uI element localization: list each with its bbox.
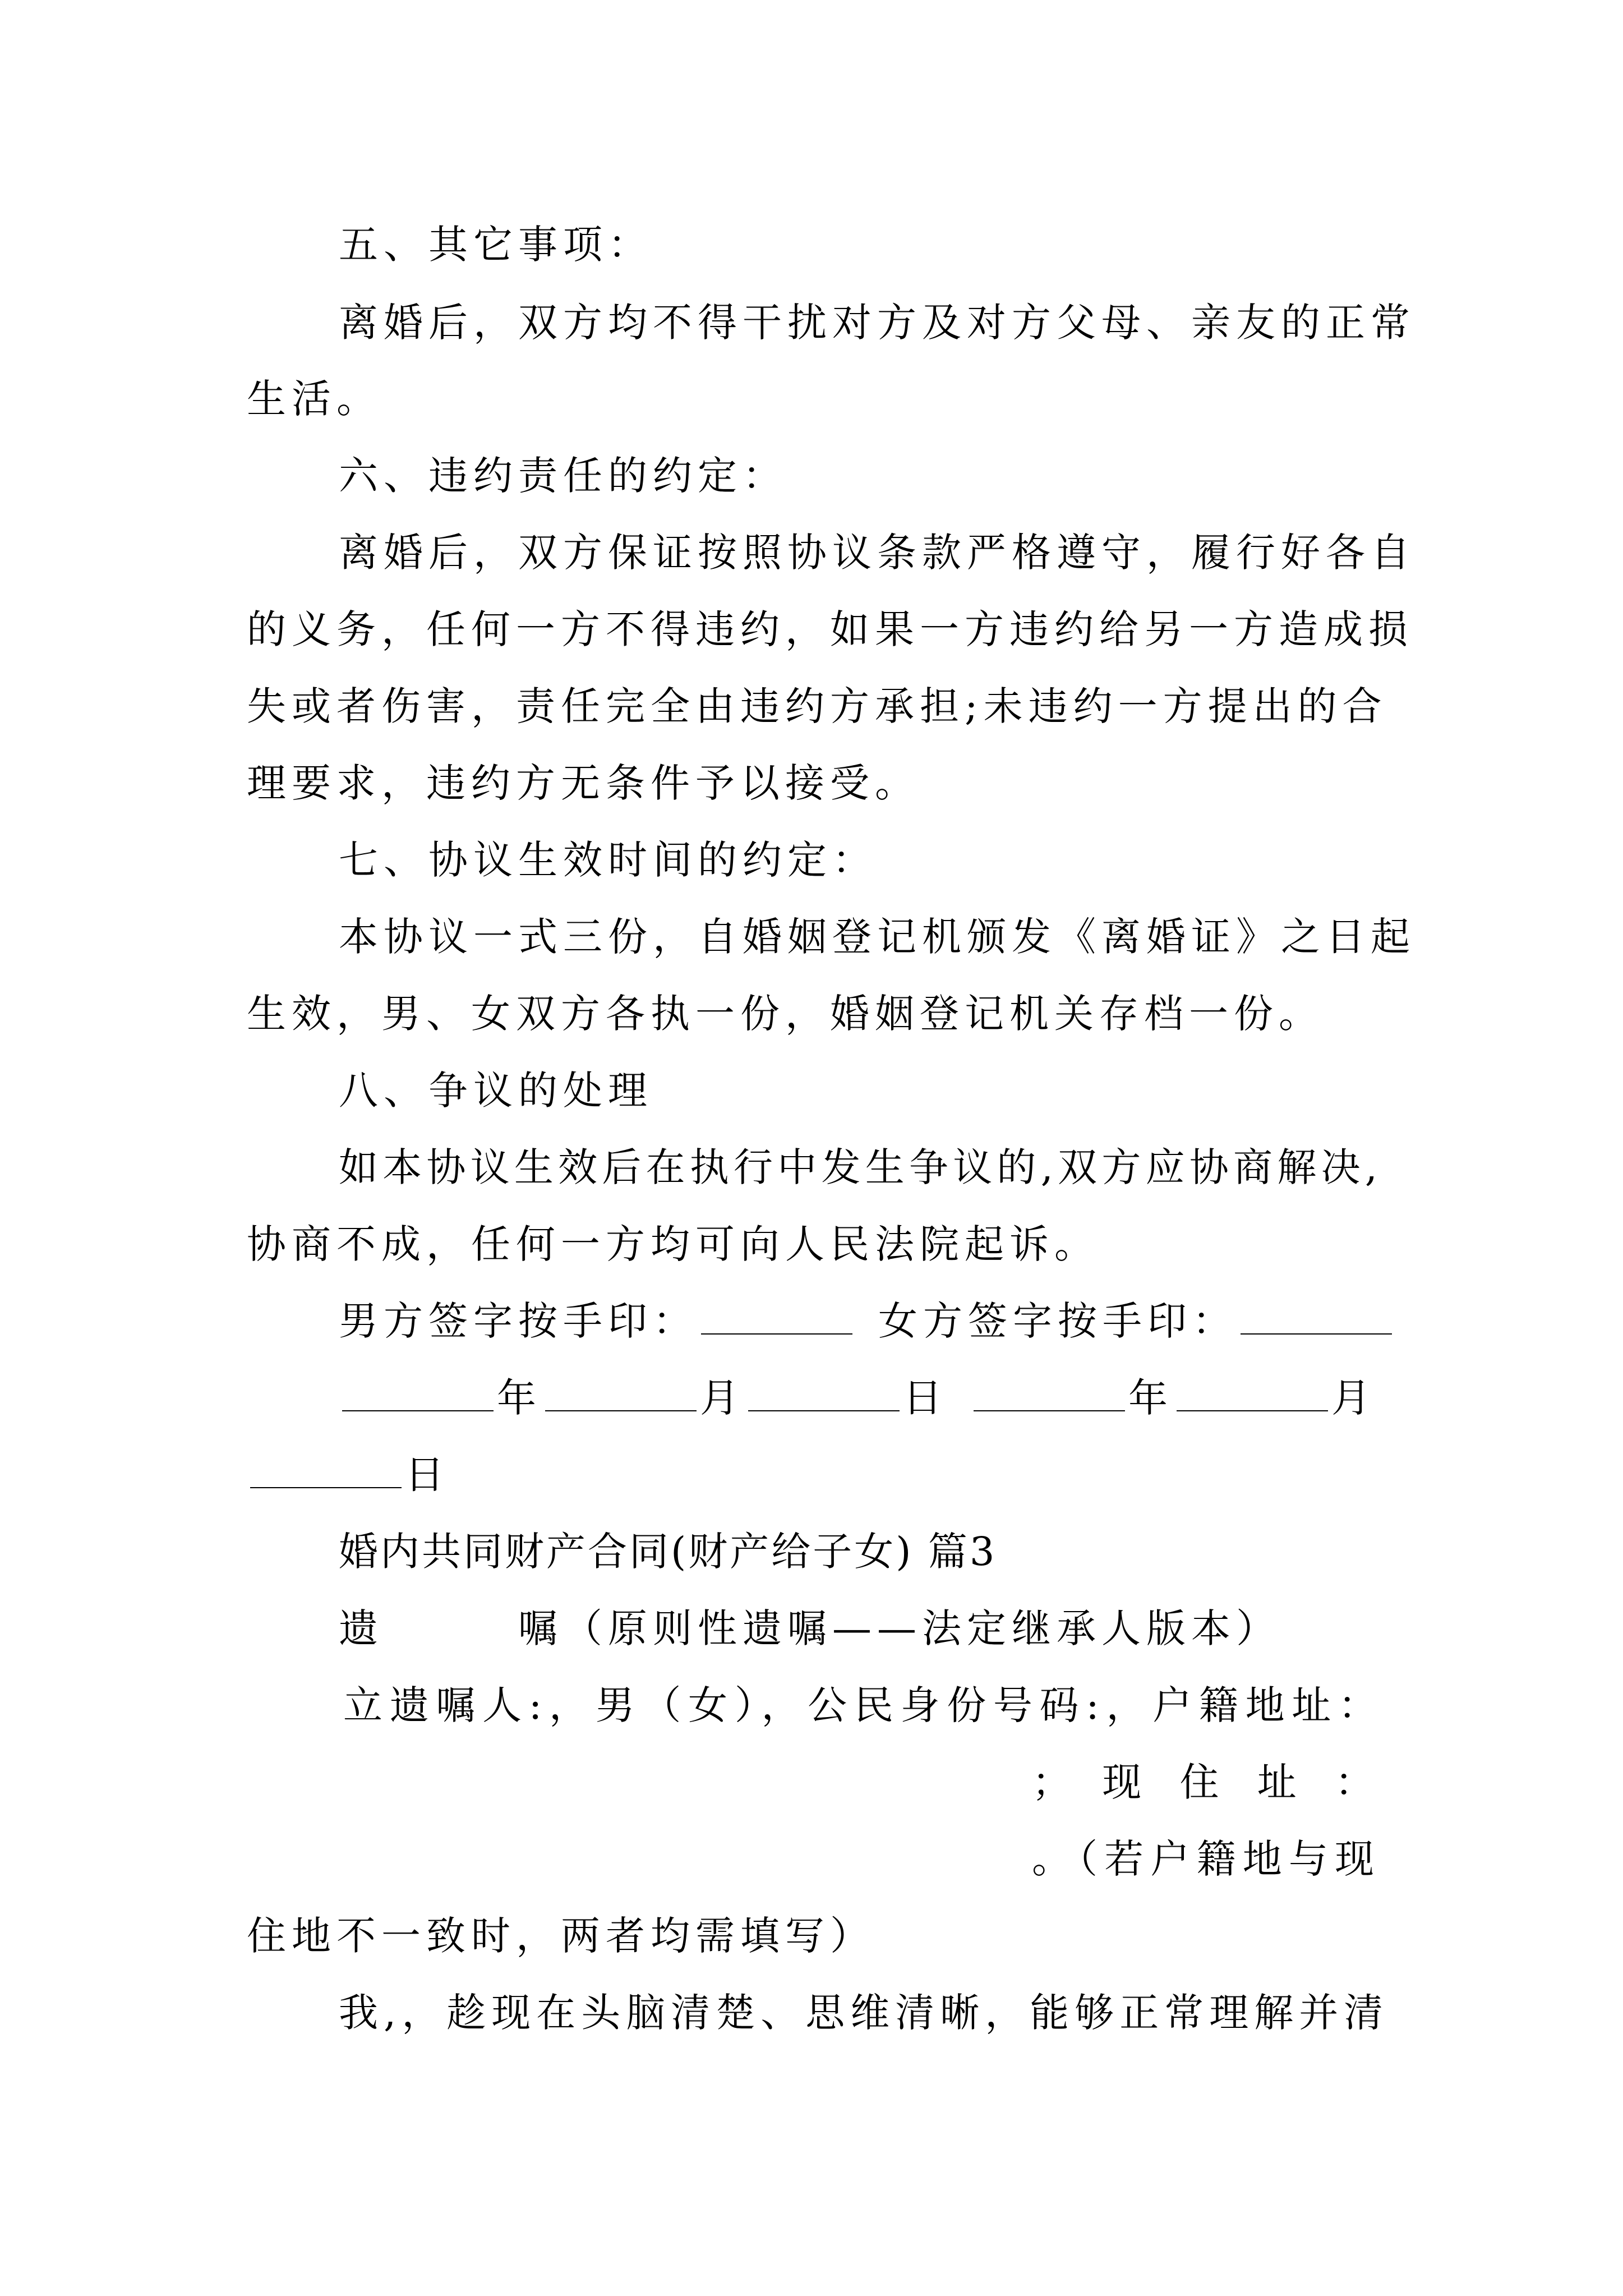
year-label: 年 <box>497 1375 542 1421</box>
male-signature-label: 男方签字按手印： <box>339 1298 698 1344</box>
day-label: 日 <box>405 1452 450 1498</box>
will-line: 住地不一致时，两者均需填写） <box>247 1913 875 1959</box>
will-line: 立遗嘱人:，男（女），公民身份号码:，户籍地址： <box>343 1682 1380 1728</box>
will-line: 我,，趁现在头脑清楚、思维清晰，能够正常理解并清 <box>339 1990 1389 2036</box>
section-3-title: 婚内共同财产合同(财产给子女) 篇3 <box>339 1529 997 1575</box>
month-label: 月 <box>700 1375 745 1421</box>
section-5-heading: 五、其它事项： <box>339 222 653 268</box>
year-label: 年 <box>1128 1375 1173 1421</box>
paragraph-line: 如本协议生效后在执行中发生争议的,双方应协商解决, <box>339 1144 1380 1190</box>
day-label: 日 <box>903 1375 948 1421</box>
paragraph-line: 生活。 <box>247 376 381 422</box>
month-label: 月 <box>1331 1375 1376 1421</box>
will-title-rest: 嘱（原则性遗嘱——法定继承人版本） <box>518 1605 1281 1651</box>
will-line: 。（若户籍地与现 <box>1032 1836 1380 1882</box>
paragraph-line: 理要求，违约方无条件予以接受。 <box>247 760 920 806</box>
month-blank <box>1177 1378 1328 1411</box>
date-line-continued <box>247 1452 450 1497</box>
will-line: ； 现 住 址 ： <box>1032 1759 1380 1805</box>
day-blank <box>748 1378 900 1411</box>
year-blank <box>342 1378 494 1411</box>
day-blank <box>250 1455 402 1488</box>
paragraph-line: 离婚后，双方保证按照协议条款严格遵守，履行好各自 <box>339 530 1415 576</box>
paragraph-line: 失或者伤害，责任完全由违约方承担;未违约一方提出的合 <box>247 683 1387 729</box>
will-title <box>339 1606 1281 1651</box>
paragraph-line: 生效，男、女双方各执一份，婚姻登记机关存档一份。 <box>247 991 1324 1037</box>
section-6-heading: 六、违约责任的约定： <box>339 453 787 499</box>
paragraph-line: 的义务，任何一方不得违约，如果一方违约给另一方造成损 <box>247 606 1413 652</box>
section-7-heading: 七、协议生效时间的约定： <box>339 837 877 883</box>
date-line <box>339 1375 1376 1420</box>
paragraph-line: 离婚后，双方均不得干扰对方及对方父母、亲友的正常 <box>339 300 1415 346</box>
month-blank <box>545 1378 697 1411</box>
year-blank <box>974 1378 1125 1411</box>
paragraph-line: 本协议一式三份，自婚姻登记机颁发《离婚证》之日起 <box>339 914 1415 960</box>
female-signature-blank <box>1241 1301 1392 1335</box>
female-signature-label: 女方签字按手印： <box>878 1298 1237 1344</box>
paragraph-line: 协商不成，任何一方均可向人民法院起诉。 <box>247 1221 1099 1267</box>
will-title-char: 遗 <box>339 1605 384 1651</box>
section-8-heading: 八、争议的处理 <box>339 1068 653 1114</box>
male-signature-blank <box>701 1301 852 1335</box>
signature-line <box>339 1299 1395 1343</box>
